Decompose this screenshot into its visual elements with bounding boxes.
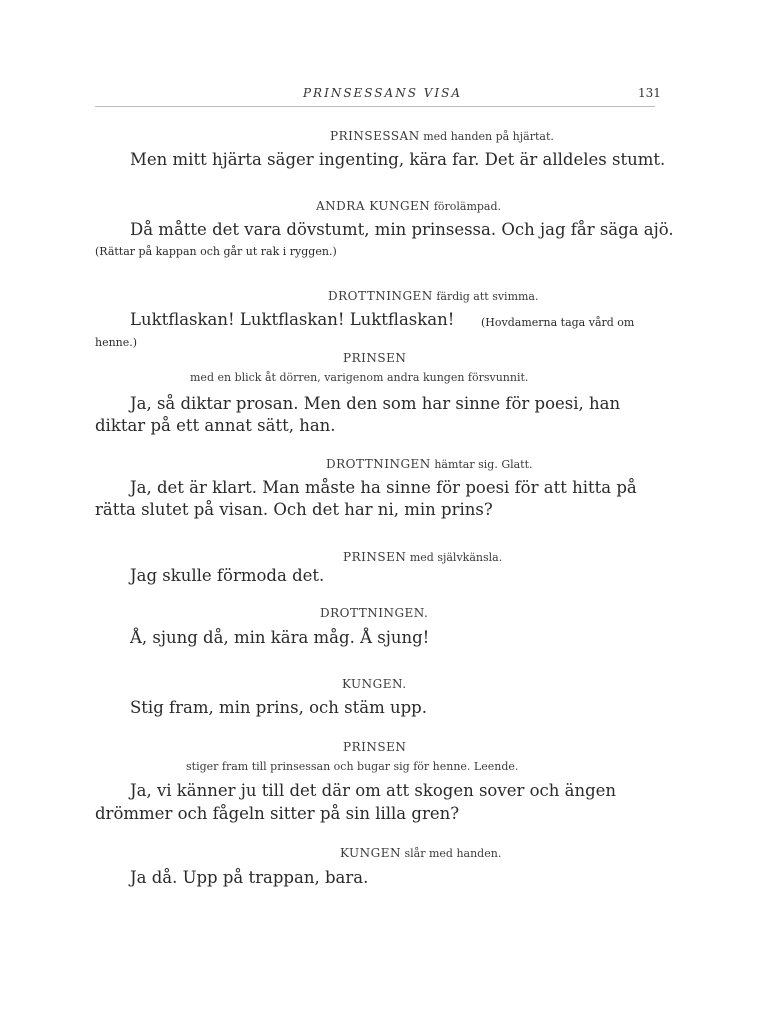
stage-direction [316, 199, 501, 213]
speaker-name: KUNGEN [340, 846, 401, 860]
speaker-name: DROTTNINGEN [326, 457, 431, 471]
dialogue-line: Ja då. Upp på trappan, bara. [130, 868, 369, 887]
speaker-name: DROTTNINGEN. [320, 606, 429, 620]
direction-text: slår med handen. [404, 847, 502, 860]
dialogue-aside: (Hovdamerna taga vård om [481, 316, 635, 329]
stage-direction [343, 550, 502, 564]
stage-direction [342, 677, 407, 691]
dialogue-line: Stig fram, min prins, och stäm upp. [130, 698, 427, 717]
dialogue-line: Men mitt hjärta säger ingenting, kära far. Det är alldeles stumt. [130, 150, 666, 169]
speaker-name: PRINSESSAN [330, 129, 420, 143]
direction-text: hämtar sig. Glatt. [434, 458, 533, 471]
speaker-name: KUNGEN. [342, 677, 407, 691]
stage-direction [328, 289, 539, 303]
dialogue-line: Ja, det är klart. Man måste ha sinne för poesi för att hitta på [130, 478, 637, 497]
dialogue-line: rätta slutet på visan. Och det har ni, min prins? [95, 500, 493, 519]
speaker-name: PRINSEN [343, 740, 407, 754]
speaker-name: DROTTNINGEN [328, 289, 433, 303]
page-number: 131 [638, 86, 661, 100]
dialogue-line: Jag skulle förmoda det. [130, 566, 325, 585]
speaker-name: ANDRA KUNGEN [316, 199, 431, 213]
dialogue-line: Å, sjung då, min kära måg. Å sjung! [130, 628, 430, 647]
stage-direction [343, 351, 406, 365]
stage-direction [190, 371, 528, 384]
dialogue-line: Ja, vi känner ju till det där om att skogen sover och ängen [130, 781, 617, 800]
direction-text: stiger fram till prinsessan och bugar sig för henne. Leende. [186, 760, 519, 773]
dialogue-line-aside: (Rättar på kappan och går ut rak i ryggen.) [95, 245, 337, 258]
stage-direction [326, 457, 533, 471]
direction-text: färdig att svimma. [436, 290, 539, 303]
speaker-name: PRINSEN [343, 550, 407, 564]
dialogue-line: Ja, så diktar prosan. Men den som har sinne för poesi, han [130, 394, 621, 413]
dialogue-line: Luktflaskan! Luktflaskan! Luktflaskan! [130, 310, 455, 329]
stage-direction [186, 760, 518, 773]
stage-direction [320, 606, 428, 620]
direction-text: med en blick åt dörren, varigenom andra kungen försvunnit. [190, 371, 529, 384]
header-rule [95, 106, 655, 107]
running-header: PRINSESSANS VISA [302, 86, 463, 100]
speaker-name: PRINSEN [343, 351, 407, 365]
dialogue-line-aside: henne.) [95, 336, 138, 349]
stage-direction [340, 846, 501, 860]
direction-text: förolämpad. [433, 200, 502, 213]
dialogue-line: Då måtte det vara dövstumt, min prinsessa. Och jag får säga ajö. [130, 220, 674, 239]
dialogue-line: drömmer och fågeln sitter på sin lilla gren? [95, 804, 460, 823]
direction-text: med handen på hjärtat. [423, 130, 554, 143]
stage-direction [330, 129, 554, 143]
dialogue-line: diktar på ett annat sätt, han. [95, 416, 336, 435]
direction-text: med självkänsla. [409, 551, 503, 564]
stage-direction [343, 740, 406, 754]
